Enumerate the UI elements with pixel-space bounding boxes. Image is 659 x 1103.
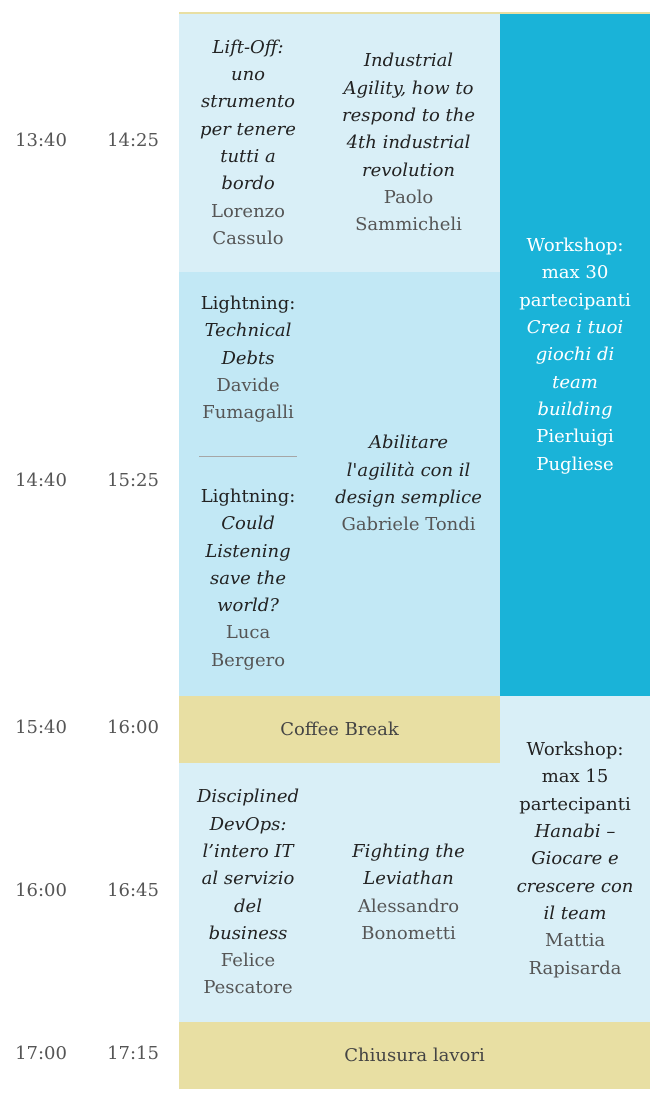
row4-start-time: 16:00 <box>15 880 67 901</box>
workshop-hanabi <box>500 696 650 1022</box>
speaker-name-line: Paolo <box>383 186 434 208</box>
closing-label: Chiusura lavori <box>344 1044 485 1066</box>
session-title-line: per tenere <box>200 118 296 140</box>
lightning-technical-debts <box>179 272 317 457</box>
closing <box>179 1022 650 1089</box>
speaker-name-line: Pierluigi <box>536 426 614 448</box>
workshop-kind-line: Workshop: <box>526 235 624 257</box>
row2-start-time: 14:40 <box>15 470 67 491</box>
lightning-kind: Lightning: <box>200 486 296 507</box>
speaker-name-line: Gabriele Tondi <box>341 514 476 536</box>
session-title-line: al servizio <box>201 868 295 890</box>
session-industrial-agility <box>317 14 500 272</box>
speaker-name-line: Sammicheli <box>355 214 462 236</box>
workshop-title-line: giochi di <box>535 344 615 366</box>
workshop-title-line: il team <box>543 902 607 924</box>
session-lift-off <box>179 14 317 272</box>
row1-end-time: 14:25 <box>107 130 159 151</box>
row3-end-time: 16:00 <box>107 717 159 738</box>
row1-start-time: 13:40 <box>15 130 67 151</box>
session-title-line: Leviathan <box>363 868 454 890</box>
coffee-break <box>179 696 500 763</box>
session-title-line: Could <box>221 513 275 535</box>
session-title-line: l'agilità con il <box>346 459 471 481</box>
workshop-title-line: building <box>537 398 613 420</box>
workshop-kind-line: max 30 <box>541 262 609 284</box>
session-title-line: Abilitare <box>368 432 448 454</box>
row3-start-time: 15:40 <box>15 717 67 738</box>
workshop-title-line: Giocare e <box>531 848 619 870</box>
speaker-name-line: Mattia <box>544 930 606 952</box>
session-title-line: strumento <box>200 91 296 113</box>
workshop-title-line: Crea i tuoi <box>526 317 624 339</box>
row2-end-time: 15:25 <box>107 470 159 491</box>
session-title-line: Debts <box>221 347 275 369</box>
session-abilitare-agilita <box>317 272 500 696</box>
session-title-line: design semplice <box>335 487 482 508</box>
session-title-line: Lift-Off: <box>212 36 284 58</box>
row4-end-time: 16:45 <box>107 880 159 901</box>
workshop-kind-line: Workshop: <box>526 739 624 761</box>
speaker-name-line: Alessandro <box>357 895 460 917</box>
session-title-line: Listening <box>205 540 291 562</box>
speaker-name-line: Pescatore <box>203 977 293 999</box>
session-title-line: DevOps: <box>209 813 287 835</box>
session-title-line: uno <box>230 64 266 86</box>
speaker-name-line: Bonometti <box>361 922 456 944</box>
workshop-team-building <box>500 14 650 696</box>
session-title-line: 4th industrial <box>346 132 471 154</box>
speaker-name-line: Fumagalli <box>202 402 294 424</box>
session-title-line: Fighting the <box>352 840 465 862</box>
workshop-title-line: crescere con <box>516 875 634 897</box>
session-title-line: del <box>234 895 262 917</box>
session-disciplined-devops <box>179 763 317 1022</box>
speaker-name-line: Bergero <box>210 649 286 671</box>
session-fighting-leviathan <box>317 763 500 1022</box>
speaker-name-line: Luca <box>225 622 271 644</box>
workshop-title-line: team <box>552 371 598 393</box>
lightning-listening <box>179 457 317 696</box>
session-title-line: revolution <box>361 159 456 181</box>
session-title-line: Industrial <box>363 50 454 72</box>
lightning-kind: Lightning: <box>200 293 296 314</box>
workshop-kind-line: max 15 <box>541 766 609 788</box>
workshop-kind-line: partecipanti <box>519 289 631 311</box>
session-title-line: save the <box>210 567 286 589</box>
coffee-break-label: Coffee Break <box>280 718 399 740</box>
session-title-line: business <box>208 922 288 944</box>
workshop-kind-line: partecipanti <box>519 793 631 815</box>
workshop-title-line: Hanabi – <box>534 821 616 843</box>
row5-end-time: 17:15 <box>107 1043 159 1064</box>
row5-start-time: 17:00 <box>15 1043 67 1064</box>
speaker-name-line: Cassulo <box>212 227 284 249</box>
speaker-name-line: Lorenzo <box>211 200 285 222</box>
session-title-line: Agility, how to <box>343 77 474 99</box>
session-title-line: tutti a <box>220 146 276 167</box>
session-title-line: l’intero IT <box>202 840 294 862</box>
session-title-line: Disciplined <box>196 786 300 808</box>
speaker-name-line: Pugliese <box>536 453 614 475</box>
speaker-name-line: Davide <box>216 374 280 396</box>
session-title-line: bordo <box>221 173 275 195</box>
session-title-line: respond to the <box>342 105 475 127</box>
speaker-name-line: Rapisarda <box>528 957 622 979</box>
session-title-line: world? <box>217 595 279 617</box>
session-title-line: Technical <box>204 320 292 342</box>
speaker-name-line: Felice <box>220 950 276 972</box>
